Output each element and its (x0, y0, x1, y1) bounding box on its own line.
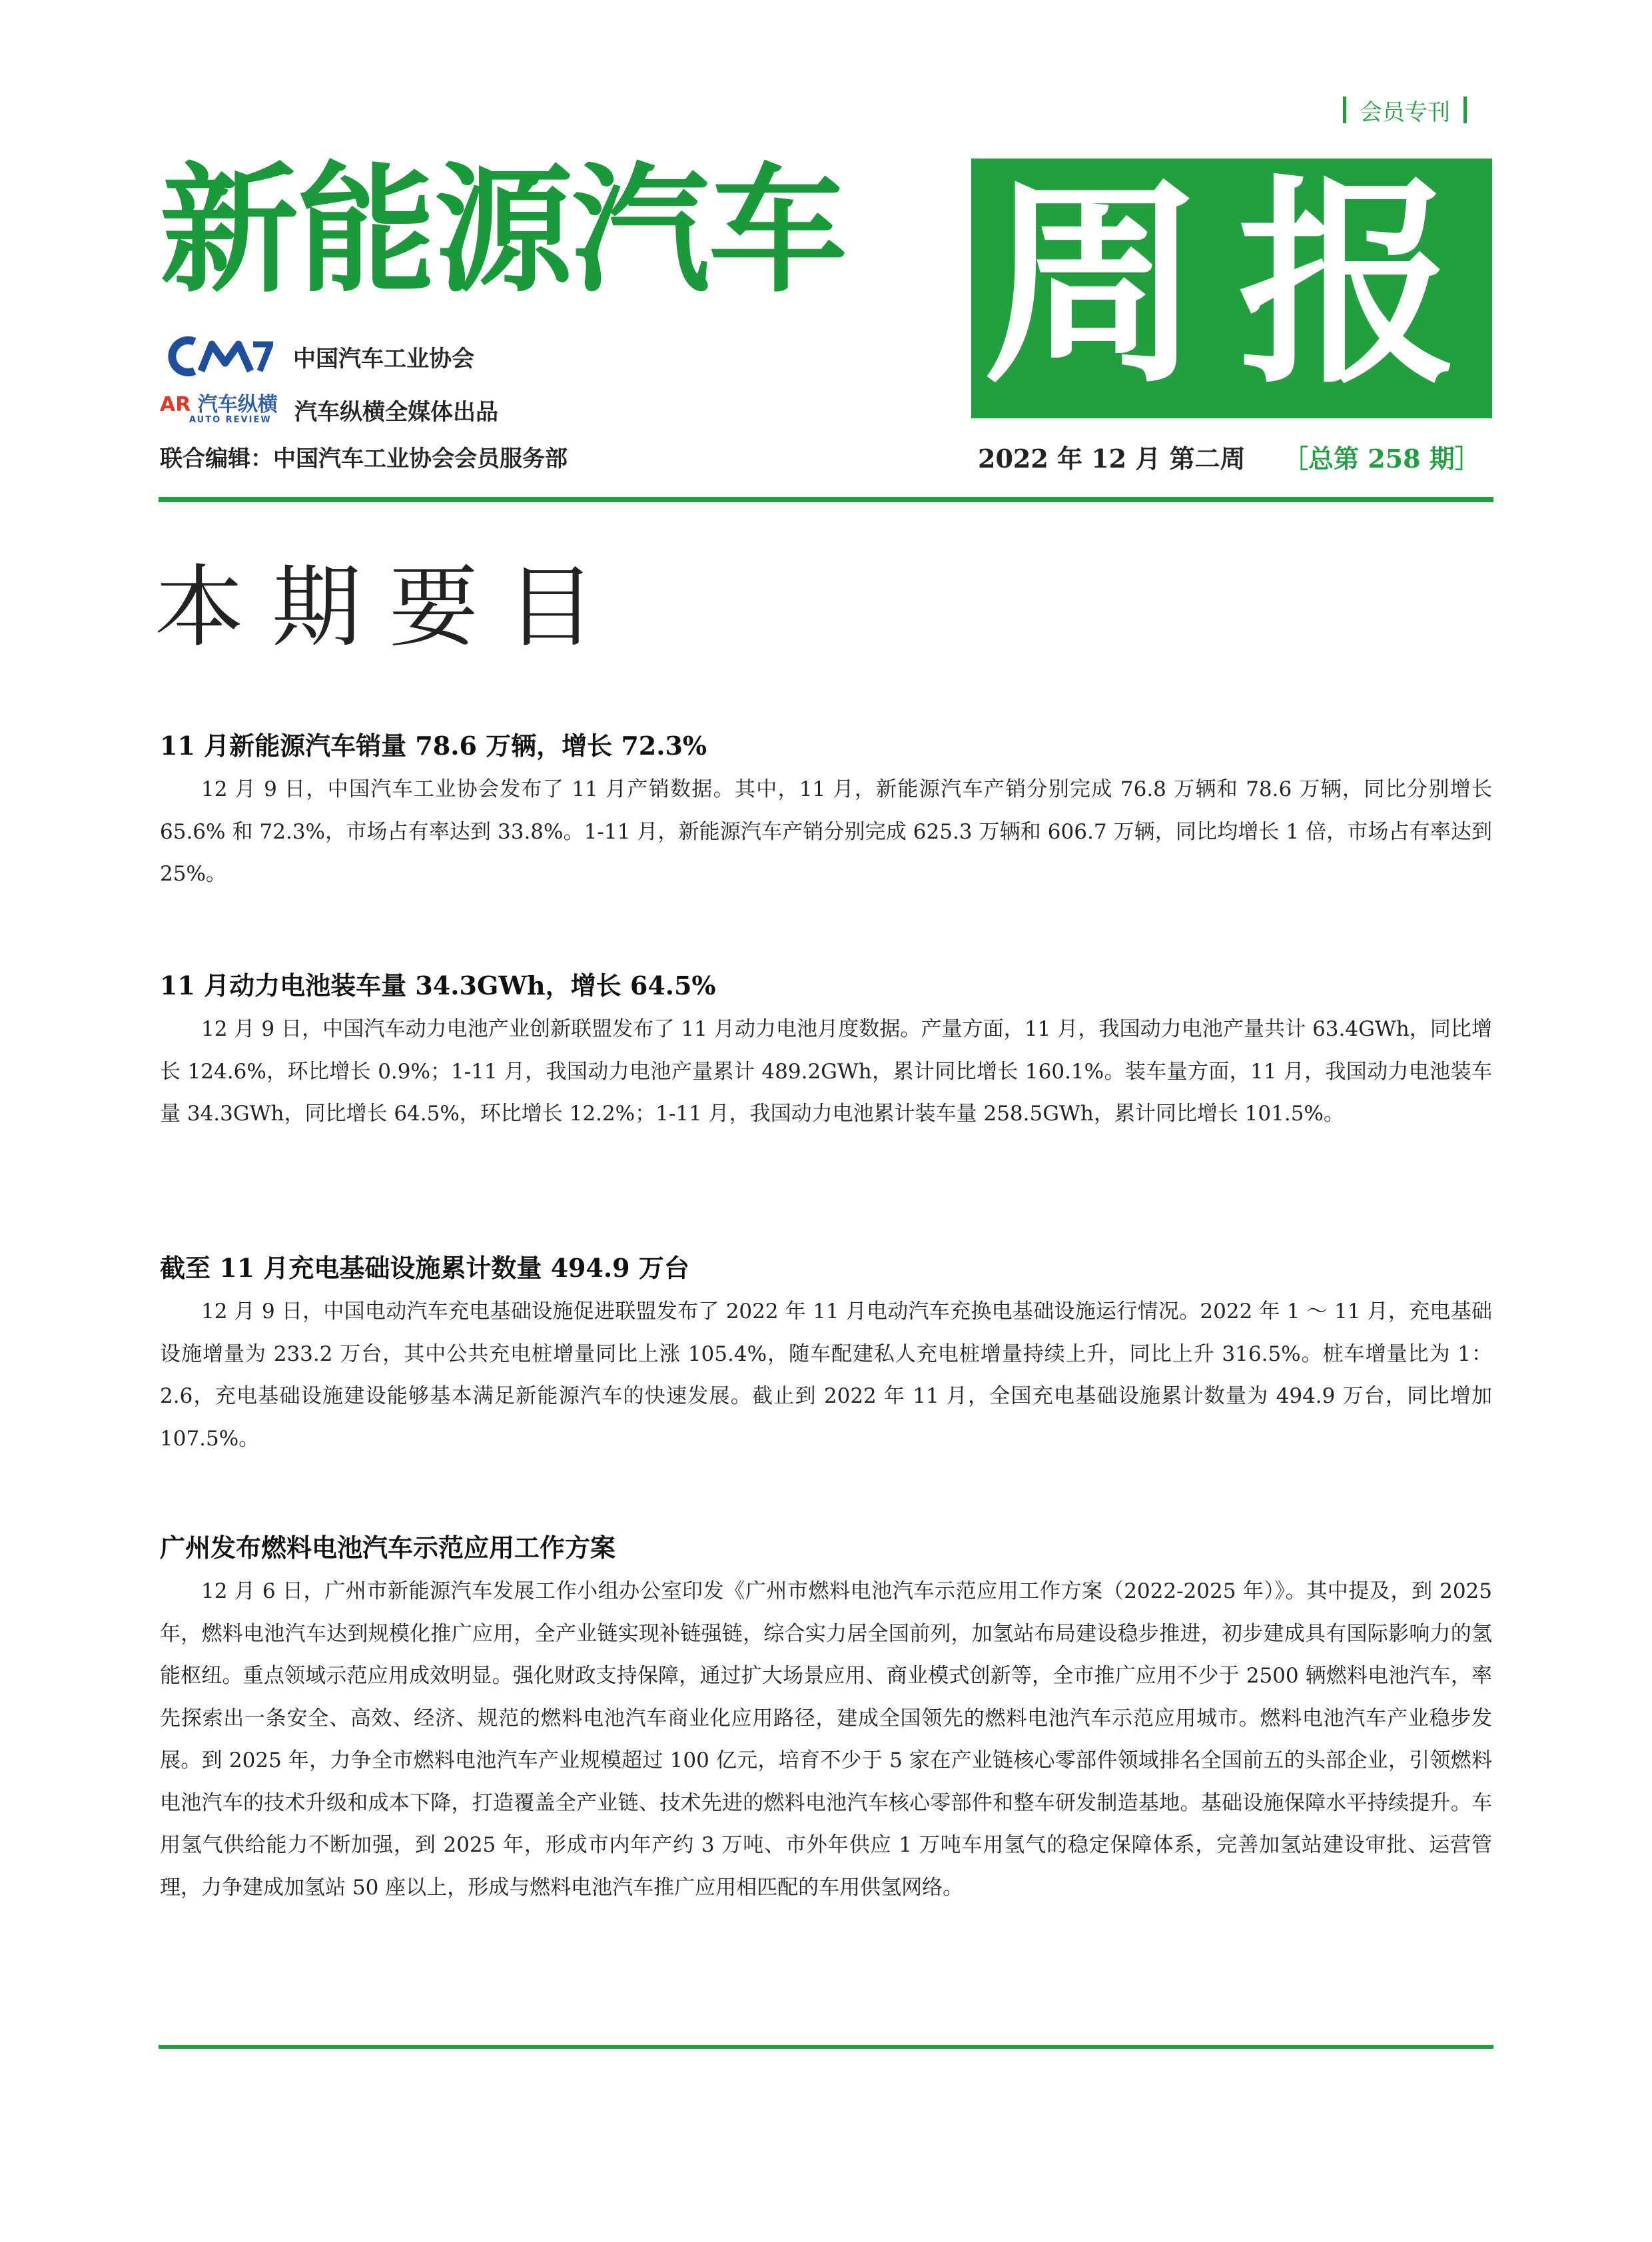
article-body: 12 月 9 日，中国汽车动力电池产业创新联盟发布了 11 月动力电池月度数据。产量方面，11 月，我国动力电池产量共计 63.4GWh，同比增长 124.6%，环比增长 0.9%；1-11 月，我国动力电池产量累计 489.2GWh，累计同比增长 160.1%。装车量方面，11 月，我国动力电池装车量 34.3GWh，同比增长 64.5%，环比增长 12.2%；1-11 月，我国动力电池累计装车量 258.5GWh，累计同比增长 101.5%。 (160, 1017, 1492, 1126)
article-body: 12 月 9 日，中国电动汽车充电基础设施促进联盟发布了 2022 年 11 月电动汽车充换电基础设施运行情况。2022 年 1 ～ 11 月，充电基础设施增量为 233.2 万台，其中公共充电桩增量同比上涨 105.4%，随车配建私人充电桩增量持续上升，同比上升 316.5%。桩车增量比为 1：2.6，充电基础设施建设能够基本满足新能源汽车的快速发展。截止到 2022 年 11 月，全国充电基础设施累计数量为 494.9 万台，同比增加 107.5%。 (160, 1300, 1492, 1451)
footer-divider (159, 2045, 1493, 2049)
article-guangzhou-fuel-cell (160, 1529, 1492, 1909)
member-edition-tag (1322, 93, 1488, 127)
auto-review-org-row (160, 390, 498, 430)
member-tag-label: 会员专刊 (1360, 99, 1450, 126)
masthead-title: 新能源汽车 (160, 151, 846, 312)
article-battery-installs (160, 967, 1492, 1136)
article-body: 12 月 6 日，广州市新能源汽车发展工作小组办公室印发《广州市燃料电池汽车示范应用工作方案（2022-2025 年）》。其中提及，到 2025 年，燃料电池汽车达到规模化推广应用，全产业链实现补链强链，综合实力居全国前列，加氢站布局建设稳步推进，初步建成具有国际影响力的氢能枢纽。重点领域示范应用成效明显。强化财政支持保障，通过扩大场景应用、商业模式创新等，全市推广应用不少于 2500 辆燃料电池汽车，率先探索出一条安全、高效、经济、规范的燃料电池汽车商业化应用路径，建成全国领先的燃料电池汽车示范应用城市。燃料电池汽车产业稳步发展。到 2025 年，力争全市燃料电池汽车产业规模超过 100 亿元，培育不少于 5 家在产业链核心零部件领域排名全国前五的头部企业，引领燃料电池汽车的技术升级和成本下降，打造覆盖全产业链、技术先进的燃料电池汽车核心零部件和整车研发制造基地。基础设施保障水平持续提升。车用氢气供给能力不断加强，到 2025 年，形成市内年产约 3 万吨、市外年供应 1 万吨车用氢气的稳定保障体系，完善加氢站建设审批、运营管理，力争建成加氢站 50 座以上，形成与燃料电池汽车推广应用相匹配的车用供氢网络。 (160, 1579, 1492, 1900)
article-body: 12 月 9 日，中国汽车工业协会发布了 11 月产销数据。其中，11 月，新能源汽车产销分别完成 76.8 万辆和 78.6 万辆，同比分别增长 65.6% 和 72.3%，市场占有率达到 33.8%。1-11 月，新能源汽车产销分别完成 625.3 万辆和 606.7 万辆，同比均增长 1 倍，市场占有率达到 25%。 (160, 777, 1492, 886)
tag-right-bar (1463, 97, 1467, 123)
auto-review-logo-icon: AR 汽车纵横 AUTO REVIEW (160, 392, 286, 427)
auto-review-org-name: 汽车纵横全媒体出品 (294, 398, 498, 426)
weekly-char-2: 报 (1238, 157, 1457, 413)
auto-review-sub: AUTO REVIEW (189, 415, 272, 425)
tag-left-bar (1343, 97, 1346, 123)
article-charging-infrastructure (160, 1250, 1492, 1460)
issue-date: 2022 年 12 月 第二周 (978, 444, 1246, 474)
toc-heading: 本期要目 (155, 556, 624, 659)
caam-logo-icon (160, 336, 273, 376)
weekly-masthead-box (971, 159, 1492, 418)
article-title: 截至 11 月充电基础设施累计数量 494.9 万台 (160, 1253, 689, 1283)
co-editor-line: 联合编辑：中国汽车工业协会会员服务部 (160, 446, 568, 472)
auto-review-brand: 汽车纵横 (197, 393, 278, 416)
article-ev-sales (160, 727, 1492, 896)
article-title: 11 月新能源汽车销量 78.6 万辆，增长 72.3% (160, 731, 707, 761)
weekly-char-1: 周 (983, 157, 1203, 413)
caam-org-name: 中国汽车工业协会 (293, 345, 474, 372)
article-title: 广州发布燃料电池汽车示范应用工作方案 (160, 1533, 616, 1563)
issue-number: ［总第 258 期］ (1283, 444, 1480, 474)
caam-org-row (160, 333, 474, 380)
header-divider (159, 497, 1493, 502)
article-title: 11 月动力电池装车量 34.3GWh，增长 64.5% (160, 970, 716, 1000)
